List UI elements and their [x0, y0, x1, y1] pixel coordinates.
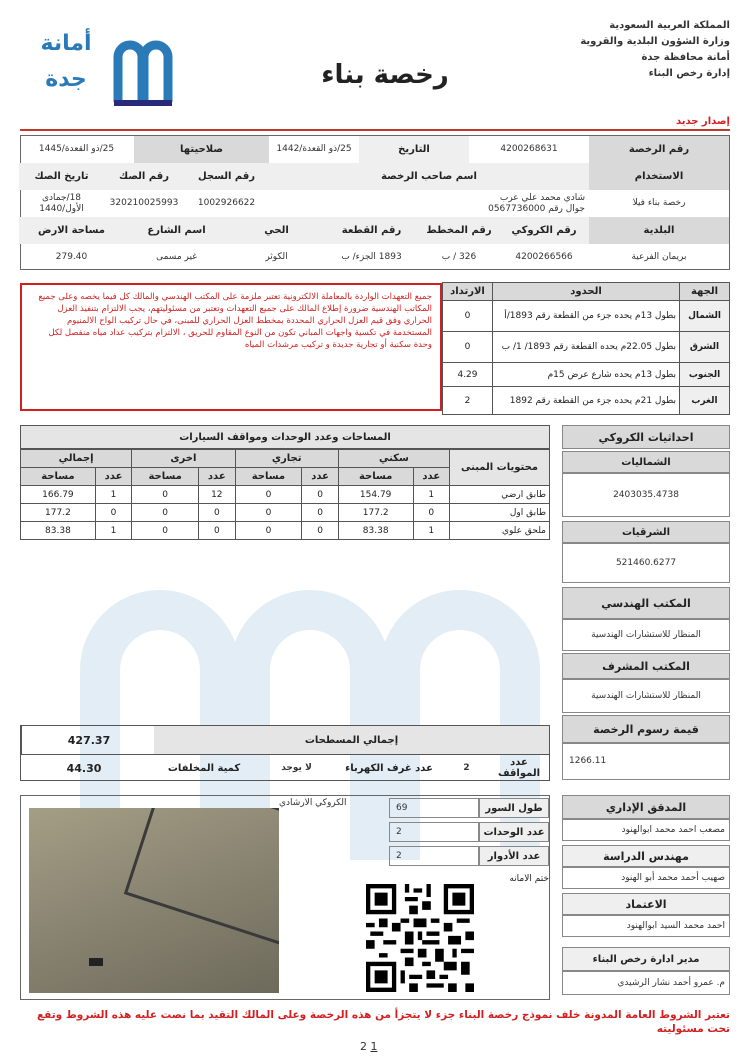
cell: 0: [235, 504, 302, 522]
fill-label: كمية المخلفات: [167, 762, 241, 774]
floors-label: عدد الأدوار: [479, 846, 549, 866]
fence-label: طول السور: [479, 798, 549, 818]
areas-table: [20, 449, 550, 540]
cell: 0: [235, 522, 302, 540]
cell: 0: [302, 504, 338, 522]
side-column: [562, 425, 730, 780]
cell: 1: [413, 486, 449, 504]
supervisor-label: المكتب المشرف: [562, 653, 730, 679]
eng-office-value: المنظار للاستشارات الهندسية: [562, 619, 730, 651]
bounds-side: الغرب: [680, 387, 730, 415]
area-header: مساحة: [235, 468, 302, 486]
plan-no-value: 326 / ب: [441, 252, 477, 262]
staff-column: [562, 795, 730, 1005]
approve-label: الاعتماد: [562, 893, 730, 915]
croquis-no-label: رقم الكروكي: [499, 217, 589, 244]
north-label: الشماليات: [562, 451, 730, 473]
totals-box: [20, 725, 550, 781]
bounds-desc: بطول 13م يحده شارع عرض 15م: [493, 363, 680, 387]
info-grid: [20, 135, 730, 270]
ministry-line-3: أمانة محافظة جدة: [641, 52, 730, 63]
bounds-header-setback: الارتداد: [443, 283, 493, 301]
areas-section: [20, 425, 550, 545]
total-label: إجمالي المسطحات: [154, 726, 549, 754]
cell: 0: [302, 522, 338, 540]
floor-name: طابق ارضي: [450, 486, 550, 504]
logo-text-top: أمانة: [40, 31, 92, 56]
cell: 0: [199, 504, 235, 522]
auditor-value: مصعب احمد محمد ابوالهنود: [562, 819, 730, 841]
vehicle-icon: [89, 958, 103, 966]
fee-value: 1266.11: [562, 743, 730, 780]
cell: 0: [132, 522, 199, 540]
total-value: 427.37: [21, 726, 156, 754]
area-label: مساحة الارض: [19, 217, 124, 244]
table-row: [21, 522, 550, 540]
group-commercial: تجاري: [235, 450, 338, 468]
cell: 177.2: [21, 504, 96, 522]
aerial-image: [29, 808, 279, 993]
fee-label: قيمة رسوم الرخصة: [562, 715, 730, 743]
table-row: [21, 504, 550, 522]
usage-value: رخصة بناء فيلا: [632, 198, 686, 208]
cell: 83.38: [21, 522, 96, 540]
area-header: مساحة: [338, 468, 413, 486]
ministry-line-2: وزارة الشؤون البلدية والقروية: [580, 36, 730, 47]
table-row: [21, 486, 550, 504]
plan-no-label: رقم المخطط: [419, 217, 499, 244]
bounds-side: الشرق: [680, 332, 730, 363]
registry-value: 1002926622: [197, 198, 256, 208]
page-number: [360, 1040, 378, 1053]
count-header: عدد: [199, 468, 235, 486]
count-header: عدد: [95, 468, 131, 486]
cell: 0: [413, 504, 449, 522]
cell: 1: [95, 522, 131, 540]
group-other: اخرى: [132, 450, 235, 468]
group-residential: سكني: [338, 450, 449, 468]
area-header: مساحة: [21, 468, 96, 486]
plot-no-value: 1893 الجزء/ ب: [341, 252, 402, 262]
deed-date-value: 18/جمادى الأول/1440: [39, 192, 84, 214]
floor-name: طابق اول: [450, 504, 550, 522]
owner-phone: جوال رقم 0567736000: [488, 203, 585, 214]
cell: 0: [132, 504, 199, 522]
units-label: عدد الوحدات: [479, 822, 549, 842]
doc-title: رخصة بناء: [321, 60, 449, 90]
bounds-header-side: الجهة: [680, 283, 730, 301]
director-label: مدير ادارة رخص البناء: [562, 947, 730, 971]
logo-text-bottom: جدة: [45, 67, 87, 92]
supervisor-value: المنظار للاستشارات الهندسية: [562, 679, 730, 713]
bounds-desc: بطول 13م يحده جزء من القطعة رقم 1893/أ: [493, 301, 680, 332]
owner-label: اسم صاحب الرخصة: [269, 163, 589, 190]
cell: 154.79: [338, 486, 413, 504]
croquis-no-value: 4200266566: [515, 252, 573, 262]
parking-value: 2: [463, 762, 470, 773]
cell: 0: [199, 522, 235, 540]
cell: 12: [199, 486, 235, 504]
bounds-desc: بطول 22.05م يحده القطعة رقم 1893/ 1/ ب: [493, 332, 680, 363]
cell: 177.2: [338, 504, 413, 522]
registry-label: رقم السجل: [184, 163, 269, 190]
fill-value: 44.30: [66, 761, 102, 775]
count-header: عدد: [413, 468, 449, 486]
usage-label: الاستخدام: [589, 163, 729, 190]
footer-terms: تعتبر الشروط العامة المدونة خلف نموذج رخصة البناء جزء لا يتجزأ من هذه الرخصة وعلى المالك التقيد بما نصت عليه هذه الشروط وتقع تحت مسئوليته: [37, 1009, 730, 1035]
owner-block: [269, 190, 589, 217]
director-value: م. عمرو أحمد نشار الرشيدي: [562, 971, 730, 995]
group-total: إجمالي: [21, 450, 132, 468]
area-header: مساحة: [132, 468, 199, 486]
bounds-setback: 0: [443, 301, 493, 332]
cell: 0: [95, 504, 131, 522]
parking-label: عدد المواقف: [497, 757, 541, 779]
stamp-label: ختم الامانه: [509, 874, 549, 884]
eng-office-label: المكتب الهندسي: [562, 587, 730, 619]
date-label: التاريخ: [359, 136, 469, 163]
count-header: عدد: [302, 468, 338, 486]
coords-title: احداثيات الكروكي: [562, 425, 730, 449]
bounds-desc: بطول 21م يحده جزء من القطعة رقم 1892: [493, 387, 680, 415]
area-value: 279.40: [55, 252, 88, 262]
district-value: الكوثر: [265, 252, 288, 262]
validity-label: صلاحيتها: [134, 136, 269, 163]
license-no: 4200268631: [500, 144, 558, 154]
bounds-table: [442, 282, 730, 415]
cell: 83.38: [338, 522, 413, 540]
plot-no-label: رقم القطعة: [324, 217, 419, 244]
page-current: 1: [370, 1040, 378, 1053]
municipality-label: البلدية: [589, 217, 729, 244]
approve-value: احمد محمد السيد ابوالهنود: [562, 915, 730, 937]
municipality-value: بريمان الفرعية: [631, 252, 687, 262]
issue-note: إصدار جديد: [675, 116, 730, 127]
ministry-header: [550, 18, 730, 82]
owner-name: شادي محمد علي عرب: [499, 192, 585, 203]
elec-label: عدد غرف الكهرباء: [345, 762, 433, 774]
qr-code-icon: [366, 884, 474, 992]
east-value: 521460.6277: [562, 543, 730, 583]
cell: 0: [302, 486, 338, 504]
north-value: 2403035.4738: [562, 473, 730, 517]
fence-value: 69: [389, 798, 479, 818]
district-label: الحي: [229, 217, 324, 244]
notice-box: جميع التعهدات الواردة بالمعاملة الالكترونية تعتبر ملزمة على المكتب الهندسي والمالك كل فيما يخصه وعلى جميع المكاتب الهندسية ضرورة إطلاع المالك على جميع التعهدات وتعتبر من مسئوليتهم، يجب الالتزام بتنفيذ العزل الحراري وفق قيم العزل الحراري المحددة بمخطط العزل الحراري للمبنى، في حال تركيب الواح الالمنيوم المستخدمة في تكسية واجهات المباني تكون من النوع المقاوم للحريق ، الالتزام بتركيب عداد مياه منفصل لكل وحدة سكنية أو تجارية جديدة و تركيب مرشدات المياه: [20, 283, 442, 411]
floor-name: ملحق علوي: [450, 522, 550, 540]
guide-section: [20, 795, 550, 1000]
page-total: 2: [360, 1040, 367, 1053]
cell: 0: [132, 486, 199, 504]
bounds-setback: 4.29: [443, 363, 493, 387]
ministry-line-4: إدارة رخص البناء: [648, 68, 730, 79]
floors-value: 2: [389, 846, 479, 866]
deed-date-label: تاريخ الصك: [19, 163, 104, 190]
guide-title: الكروكي الارشادي: [279, 798, 347, 808]
auditor-label: المدقق الإداري: [562, 795, 730, 819]
areas-title: المساحات وعدد الوحدات ومواقف السيارات: [20, 425, 550, 449]
street-value: غير مسمى: [156, 252, 197, 262]
cell: 1: [413, 522, 449, 540]
header-divider: [20, 129, 730, 131]
validity-value: 25/ذو القعدة/1445: [38, 144, 115, 154]
logo-mark-icon: [108, 27, 178, 107]
bounds-setback: 0: [443, 332, 493, 363]
license-no-label: رقم الرخصة: [589, 136, 729, 163]
cell: 1: [95, 486, 131, 504]
ministry-line-1: المملكة العربية السعودية: [609, 20, 730, 31]
bounds-side: الجنوب: [680, 363, 730, 387]
cell: 0: [235, 486, 302, 504]
study-eng-label: مهندس الدراسة: [562, 845, 730, 867]
cell: 166.79: [21, 486, 96, 504]
bounds-setback: 2: [443, 387, 493, 415]
contents-label: محتويات المبنى: [450, 450, 550, 486]
date-value: 25/ذو القعدة/1442: [276, 144, 352, 154]
study-eng-value: صهيب أحمد محمد أبو الهنود: [562, 867, 730, 889]
street-label: اسم الشارع: [124, 217, 229, 244]
logo: [30, 25, 180, 110]
deed-no-value: 320210025993: [109, 198, 179, 208]
east-label: الشرقيات: [562, 521, 730, 543]
bounds-header-desc: الحدود: [493, 283, 680, 301]
deed-no-label: رقم الصك: [104, 163, 184, 190]
units-value: 2: [389, 822, 479, 842]
elec-value: لا يوجد: [281, 762, 312, 773]
bounds-side: الشمال: [680, 301, 730, 332]
